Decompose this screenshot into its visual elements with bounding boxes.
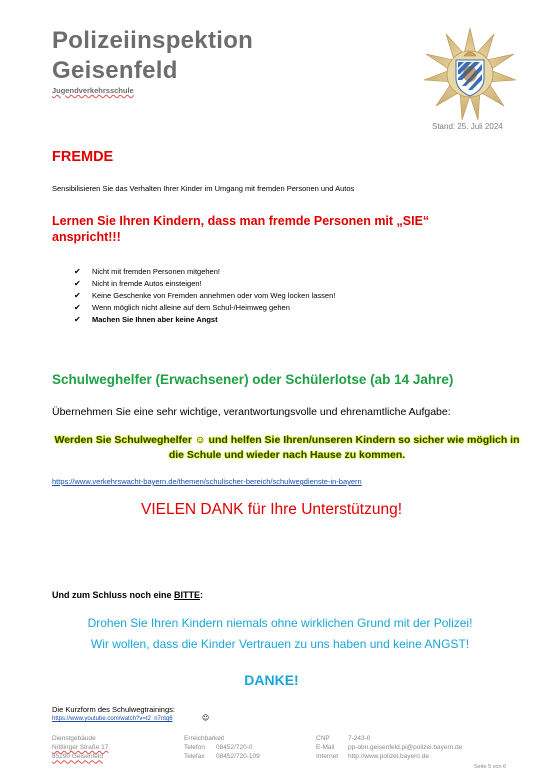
- title-line2: Geisenfeld: [52, 57, 178, 84]
- title-line1: Polizeiinspektion: [52, 27, 254, 54]
- heading-fremde: FREMDE: [52, 149, 114, 165]
- uebernehmen-text: Übernehmen Sie eine sehr wichtige, verantwortungsvolle und ehrenamtliche Aufgabe:: [52, 406, 451, 418]
- checkmark-icon: ✔: [74, 267, 81, 276]
- list-item: ✔ Machen Sie Ihnen aber keine Angst: [74, 315, 218, 324]
- intro-text: Sensibilisieren Sie das Verhalten Ihrer Kinder im Umgang mit fremden Personen und Autos: [52, 184, 355, 193]
- footer-contact-values: 08452/720-0 08452/720-109: [216, 744, 260, 761]
- drohen-line2: Wir wollen, dass die Kinder Vertrauen zu uns haben und keine ANGST!: [90, 637, 470, 651]
- schluss-heading: Und zum Schluss noch eine BITTE:: [52, 590, 204, 600]
- stand-date: Stand: 25. Juli 2024: [432, 122, 503, 131]
- list-item: ✔ Wenn möglich nicht alleine auf dem Schul-/Heimweg gehen: [74, 303, 290, 312]
- checkmark-icon: ✔: [74, 303, 81, 312]
- drohen-text: [40, 613, 520, 655]
- vielen-dank-text: VIELEN DANK für Ihre Unterstützung!: [140, 501, 403, 518]
- list-item: ✔ Nicht in fremde Autos einsteigen!: [74, 279, 202, 288]
- checkmark-icon: ✔: [74, 291, 81, 300]
- kurzform-label: Die Kurzform des Schulwegtrainings:: [52, 705, 175, 714]
- youtube-link[interactable]: https://www.youtube.com/watch?v=t2_n7ntg6: [52, 716, 173, 722]
- heading-schulweghelfer: Schulweghelfer (Erwachsener) oder Schülerlotse (ab 14 Jahre): [52, 372, 454, 387]
- smiley-icon: ☺: [202, 714, 210, 722]
- checkmark-icon: ✔: [74, 315, 81, 324]
- footer-address: Dienstgebäude Nötlinger Straße 17 85290 Geisenfeld: [52, 735, 109, 761]
- footer-online-labels: CNP E-Mail Internet: [316, 735, 339, 761]
- footer-contact-labels: Erreichbarkeit Telefon Telefax: [184, 735, 225, 761]
- subtitle: Jugendverkehrsschule: [52, 86, 134, 95]
- drohen-line1: Drohen Sie Ihren Kindern niemals ohne wirklichen Grund mit der Polizei!: [87, 616, 473, 630]
- list-item: ✔ Nicht mit fremden Personen mitgehen!: [74, 267, 220, 276]
- schulweghelfer-highlight: Werden Sie Schulweghelfer ☺ und helfen Sie Ihren/unseren Kindern so sicher wie möglich in die Schule und wieder nach Hause zu kommen.: [54, 434, 520, 461]
- rules-list: [74, 266, 335, 326]
- police-star-logo-icon: [420, 24, 520, 124]
- list-item: ✔ Keine Geschenke von Fremden annehmen oder vom Weg locken lassen!: [74, 291, 336, 300]
- verkehrswacht-link[interactable]: https://www.verkehrswacht-bayern.de/themen/schulischer-bereich/schulwegdienste-in-bayern: [52, 477, 362, 486]
- footer-online-values: 7-243-0 pp-obn.geisenfeld.pi@polizei.bayern.de http://www.polizei.bayern.de: [348, 735, 463, 761]
- lernen-heading: Lernen Sie Ihren Kindern, dass man fremde Personen mit „SIE“ anspricht!!!: [52, 214, 430, 244]
- danke-text: DANKE!: [244, 672, 299, 688]
- page-number: Seite 5 von 6: [474, 764, 507, 770]
- checkmark-icon: ✔: [74, 279, 81, 288]
